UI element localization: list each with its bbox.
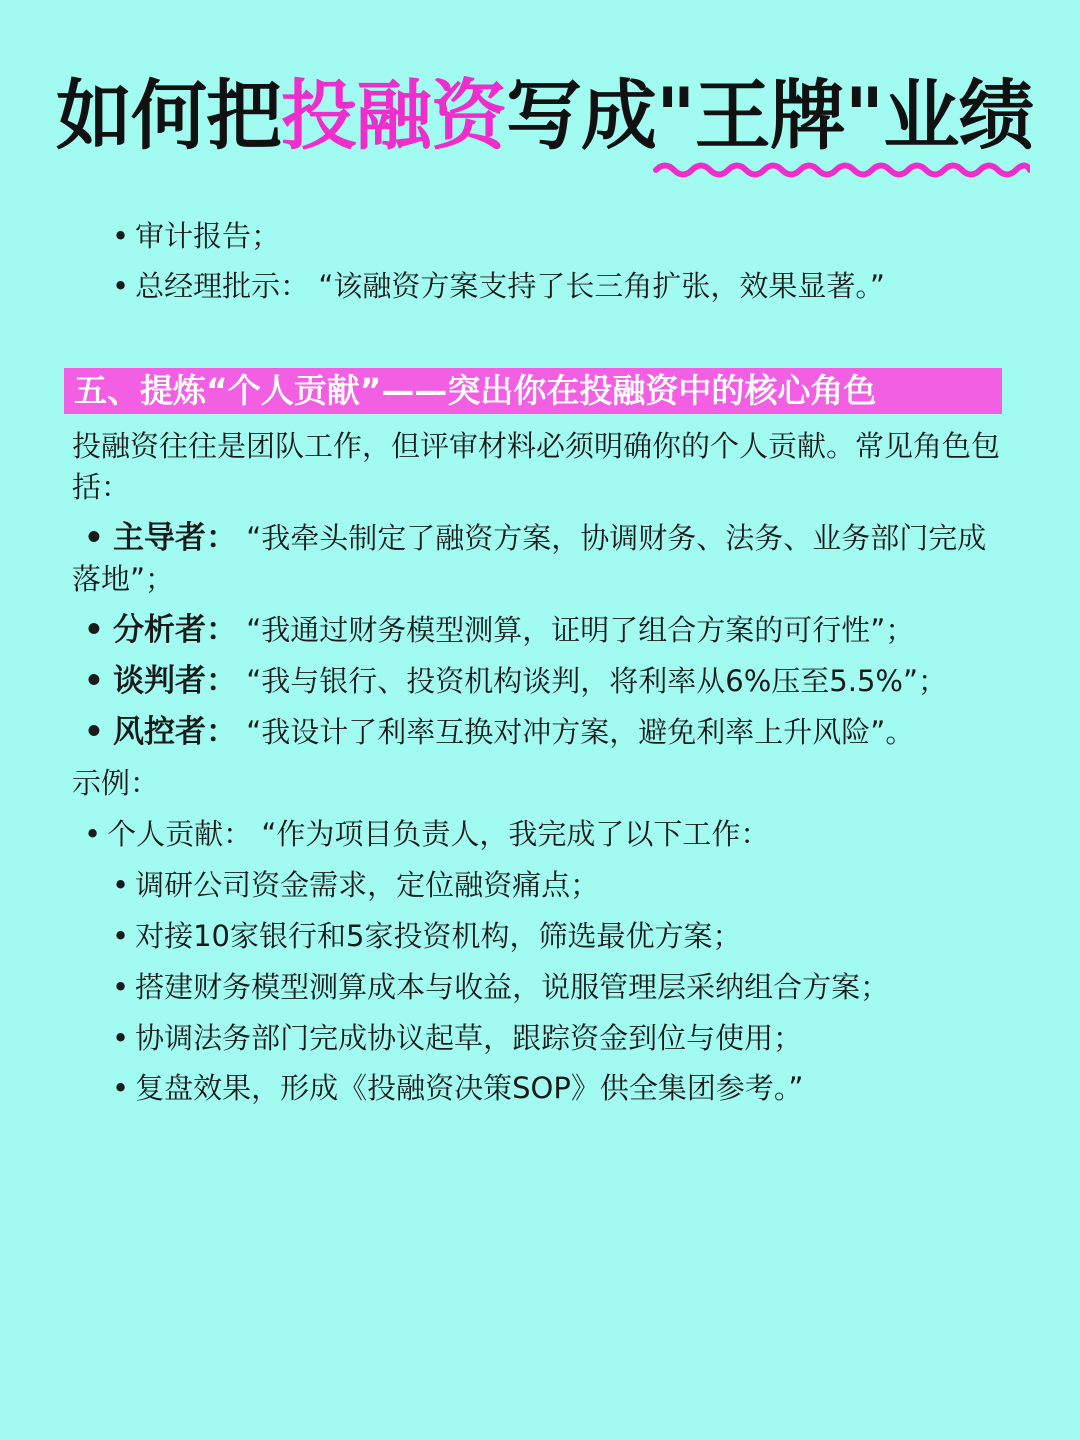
list-item: • 审计报告； — [112, 216, 280, 256]
role-item-leader: • 主导者： “我牵头制定了融资方案，协调财务、法务、业务部门完成落地”； — [72, 520, 987, 596]
list-item: • 调研公司资金需求，定位融资痛点； — [112, 865, 599, 905]
section-intro: 投融资往往是团队工作，但评审材料必须明确你的个人贡献。常见角色包括： — [72, 429, 1001, 504]
list-item: • 搭建财务模型测算成本与收益，说服管理层采纳组合方案； — [112, 967, 889, 1007]
role-item-analyst: • 分析者： “我通过财务模型测算，证明了组合方案的可行性”； — [84, 612, 915, 648]
role-name: 风控者： — [113, 714, 238, 750]
role-quote: “我通过财务模型测算，证明了组合方案的可行性”； — [237, 613, 915, 647]
title-part-2: 写成"王牌"业绩 — [506, 71, 1034, 160]
role-name: 主导者： — [113, 520, 238, 556]
page-title — [56, 71, 1056, 160]
title-highlight: 投融资 — [281, 71, 506, 160]
example-label: 示例： — [72, 766, 160, 800]
role-name: 谈判者： — [113, 663, 238, 699]
role-name: 分析者： — [113, 612, 238, 648]
role-item-risk-control: • 风控者： “我设计了利率互换对冲方案，避免利率上升风险”。 — [84, 714, 915, 750]
list-item: • 对接10家银行和5家投资机构，筛选最优方案； — [112, 916, 741, 956]
list-item: • 协调法务部门完成协议起草，跟踪资金到位与使用； — [112, 1018, 802, 1058]
role-item-negotiator: • 谈判者： “我与银行、投资机构谈判，将利率从6%压至5.5%”； — [84, 663, 947, 699]
role-quote: “我与银行、投资机构谈判，将利率从6%压至5.5%”； — [237, 664, 947, 698]
wavy-underline — [652, 158, 1030, 182]
section-heading: 五、提炼“个人贡献”——突出你在投融资中的核心角色 — [64, 368, 1002, 414]
title-part-1: 如何把 — [56, 71, 281, 160]
role-quote: “我牵头制定了融资方案，协调财务、法务、业务部门完成落地”； — [72, 521, 987, 596]
list-item: • 总经理批示： “该融资方案支持了长三角扩张，效果显著。” — [112, 266, 885, 306]
contribution-item: • 个人贡献： “作为项目负责人，我完成了以下工作： — [84, 814, 769, 854]
role-quote: “我设计了利率互换对冲方案，避免利率上升风险”。 — [237, 715, 915, 749]
list-item: • 复盘效果，形成《投融资决策SOP》供全集团参考。” — [112, 1068, 803, 1108]
